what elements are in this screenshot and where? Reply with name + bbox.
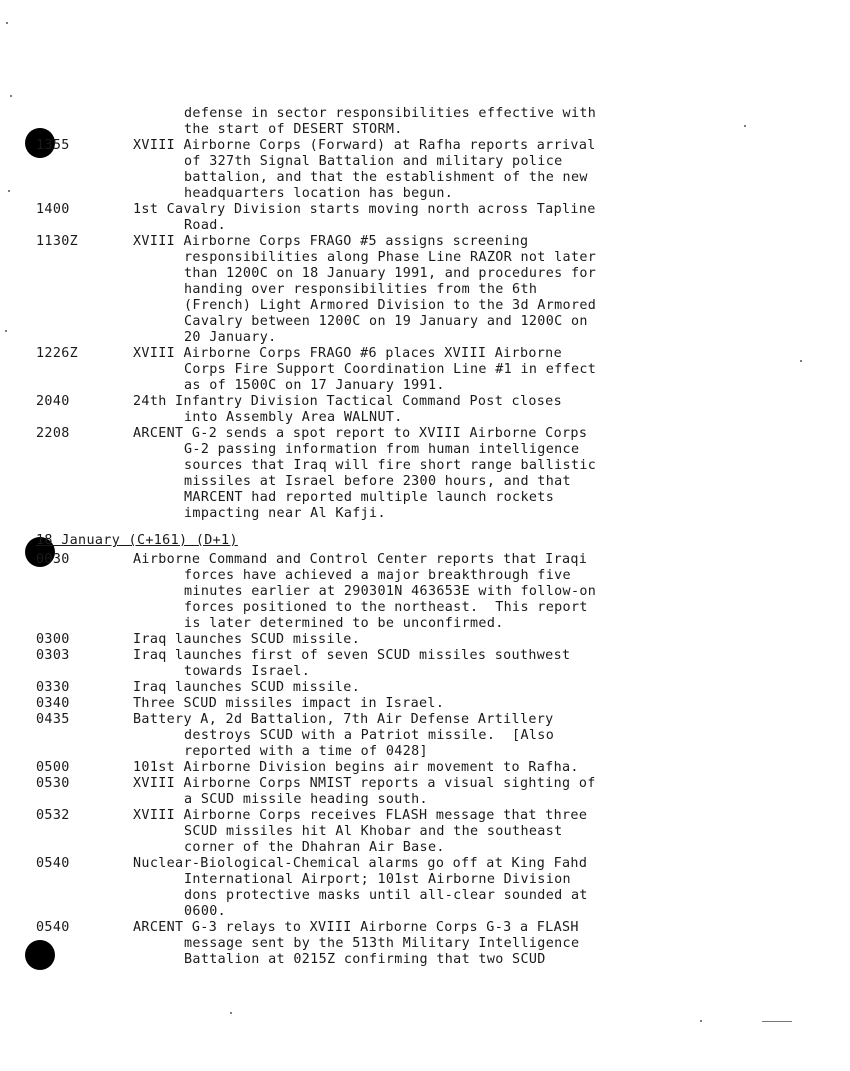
entry-text-line: missiles at Israel before 2300 hours, and that	[184, 474, 571, 489]
entry-text-line: Road.	[184, 218, 227, 233]
entry-text-line: XVIII Airborne Corps NMIST reports a visual sighting of	[133, 776, 596, 791]
entry-time: 1226Z	[36, 346, 79, 361]
scan-speck	[230, 1012, 232, 1014]
entry-text-line: SCUD missiles hit Al Khobar and the southeast	[184, 824, 563, 839]
entry-time: 0500	[36, 760, 70, 775]
scan-speck	[10, 95, 12, 97]
entry-time: 2040	[36, 394, 70, 409]
entry-text-line: as of 1500C on 17 January 1991.	[184, 378, 445, 393]
entry-text-line: impacting near Al Kafji.	[184, 506, 386, 521]
entry-time: 0435	[36, 712, 70, 727]
entry-text-line: Corps Fire Support Coordination Line #1 in effect	[184, 362, 597, 377]
entry-text-line: corner of the Dhahran Air Base.	[184, 840, 445, 855]
scan-speck	[700, 1020, 702, 1022]
entry-text-line: forces positioned to the northeast. This report	[184, 600, 588, 615]
text-line: the start of DESERT STORM.	[184, 122, 403, 137]
entry-text-line: of 327th Signal Battalion and military police	[184, 154, 563, 169]
entry-time: 0303	[36, 648, 70, 663]
entry-text-line: Battery A, 2d Battalion, 7th Air Defense Artillery	[133, 712, 554, 727]
entry-text-line: reported with a time of 0428]	[184, 744, 428, 759]
entry-text-line: 0600.	[184, 904, 227, 919]
entry-text-line: message sent by the 513th Military Intelligence	[184, 936, 580, 951]
entry-text-line: Nuclear-Biological-Chemical alarms go off at King Fahd	[133, 856, 588, 871]
entry-text-line: XVIII Airborne Corps receives FLASH message that three	[133, 808, 588, 823]
entry-time: 1130Z	[36, 234, 79, 249]
scan-speck	[800, 360, 802, 362]
entry-text-line: destroys SCUD with a Patriot missile. [Also	[184, 728, 555, 743]
scan-speck	[8, 190, 10, 192]
entry-time: 0330	[36, 680, 70, 695]
entry-text-line: Battalion at 0215Z confirming that two SCUD	[184, 952, 546, 967]
entry-text-line: Iraq launches SCUD missile.	[133, 680, 361, 695]
entry-text-line: is later determined to be unconfirmed.	[184, 616, 504, 631]
scan-speck	[744, 125, 746, 127]
entry-text-line: battalion, and that the establishment of the new	[184, 170, 588, 185]
entry-text-line: 24th Infantry Division Tactical Command Post closes	[133, 394, 563, 409]
entry-text-line: sources that Iraq will fire short range ballistic	[184, 458, 597, 473]
entry-time: 1355	[36, 138, 70, 153]
entry-time: 0540	[36, 920, 70, 935]
entry-text-line: than 1200C on 18 January 1991, and procedures for	[184, 266, 597, 281]
entry-time: 2208	[36, 426, 70, 441]
entry-text-line: handing over responsibilities from the 6th	[184, 282, 538, 297]
entry-text-line: (French) Light Armored Division to the 3d Armored	[184, 298, 597, 313]
entry-text-line: a SCUD missile heading south.	[184, 792, 428, 807]
entry-text-line: forces have achieved a major breakthrough five	[184, 568, 571, 583]
punch-hole-bottom	[25, 940, 55, 970]
text-line: defense in sector responsibilities effective with	[184, 106, 597, 121]
entry-text-line: International Airport; 101st Airborne Division	[184, 872, 571, 887]
entry-time: 0030	[36, 552, 70, 567]
entry-text-line: into Assembly Area WALNUT.	[184, 410, 403, 425]
entry-text-line: ARCENT G-2 sends a spot report to XVIII Airborne Corps	[133, 426, 588, 441]
entry-text-line: responsibilities along Phase Line RAZOR not later	[184, 250, 597, 265]
scan-mark	[762, 1021, 792, 1022]
entry-text-line: Three SCUD missiles impact in Israel.	[133, 696, 445, 711]
entry-time: 0340	[36, 696, 70, 711]
entry-text-line: G-2 passing information from human intelligence	[184, 442, 580, 457]
entry-text-line: Cavalry between 1200C on 19 January and 1200C on	[184, 314, 588, 329]
entry-time: 1400	[36, 202, 70, 217]
entry-text-line: ARCENT G-3 relays to XVIII Airborne Corps G-3 a FLASH	[133, 920, 579, 935]
entry-text-line: 101st Airborne Division begins air movement to Rafha.	[133, 760, 579, 775]
entry-text-line: Iraq launches SCUD missile.	[133, 632, 361, 647]
entry-time: 0540	[36, 856, 70, 871]
entry-time: 0532	[36, 808, 70, 823]
entry-text-line: 1st Cavalry Division starts moving north across Tapline	[133, 202, 596, 217]
entry-text-line: towards Israel.	[184, 664, 311, 679]
entry-text-line: Airborne Command and Control Center reports that Iraqi	[133, 552, 588, 567]
entry-text-line: dons protective masks until all-clear sounded at	[184, 888, 588, 903]
scan-speck	[5, 330, 7, 332]
entry-time: 0300	[36, 632, 70, 647]
scan-speck	[6, 22, 8, 24]
entry-text-line: headquarters location has begun.	[184, 186, 454, 201]
entry-time: 0530	[36, 776, 70, 791]
entry-text-line: 20 January.	[184, 330, 277, 345]
entry-text-line: minutes earlier at 290301N 463653E with follow-on	[184, 584, 597, 599]
entry-text-line: XVIII Airborne Corps (Forward) at Rafha reports arrival	[133, 138, 596, 153]
entry-text-line: Iraq launches first of seven SCUD missiles southwest	[133, 648, 571, 663]
entry-text-line: XVIII Airborne Corps FRAGO #5 assigns screening	[133, 234, 529, 249]
entry-text-line: XVIII Airborne Corps FRAGO #6 places XVIII Airborne	[133, 346, 563, 361]
section-heading: 18 January (C+161) (D+1)	[36, 533, 238, 548]
entry-text-line: MARCENT had reported multiple launch rockets	[184, 490, 555, 505]
